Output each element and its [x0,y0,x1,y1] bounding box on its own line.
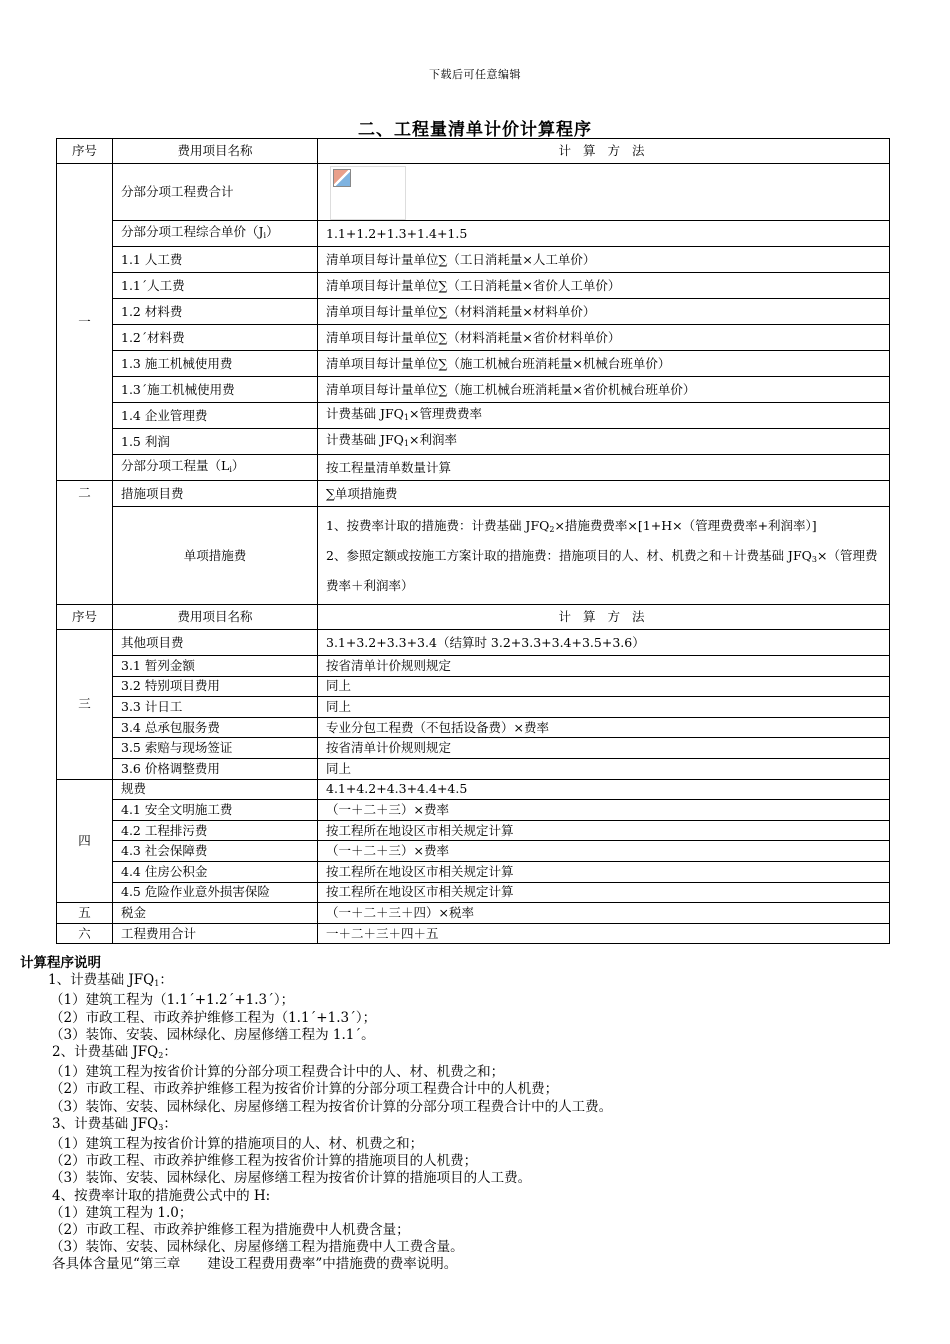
header-method: 计 算 方 法 [318,139,890,164]
table-row [57,779,890,800]
row-name: 3.4 总承包服务费 [113,717,318,738]
table-row [57,221,890,247]
row-method [318,507,890,605]
row-method: 同上 [318,697,890,718]
header-name: 费用项目名称 [113,605,318,630]
row-name: 分部分项工程量$(L_i)$ [113,455,318,481]
row-method: 按工程所在地设区市相关规定计算 [318,820,890,841]
row-method: 清单项目每计量单位∑（施工机械台班消耗量×机械台班单价） [318,351,890,377]
table-row [57,882,890,903]
row-name: 3.3 计日工 [113,697,318,718]
note-line: （2）市政工程、市政养护维修工程为按省价计算的分部分项工程费合计中的人机费； [50,1081,559,1098]
row-method: 同上 [318,676,890,697]
note-line: 3、计费基础 $JFQ_3$： [52,1115,177,1132]
row-method: 3.1+3.2+3.3+3.4（结算时 3.2+3.3+3.4+3.5+3.6） [318,630,890,656]
row-name: 单项措施费 [113,507,318,605]
section-six-label: 六 [57,923,113,944]
notes-heading: 计算程序说明 [20,955,101,971]
table-row [57,656,890,677]
measure-method-2: 2、参照定额或按施工方案计取的措施费：措施项目的人、材、机费之和＋计费基础 $JFQ_3\times$（管理费费率＋利润率） [326,547,878,593]
row-method: 按工程所在地设区市相关规定计算 [318,861,890,882]
note-line: （3）装饰、安装、园林绿化、房屋修缮工程为按省价计算的措施项目的人工费。 [50,1170,532,1187]
table-header-row [57,605,890,630]
row-name: 4.3 社会保障费 [113,841,318,862]
row-name: 税金 [113,903,318,924]
row-name: 3.5 索赔与现场签证 [113,738,318,759]
row-name: 分部分项工程综合单价$(J_i)$ [113,221,318,247]
table-row [57,800,890,821]
row-method: 按工程所在地设区市相关规定计算 [318,882,890,903]
table-row [57,247,890,273]
row-method: 按省清单计价规则规定 [318,738,890,759]
row-name: 1.3´施工机械使用费 [113,377,318,403]
table-row [57,903,890,924]
row-name: 1.2´材料费 [113,325,318,351]
row-name: 措施项目费 [113,481,318,507]
header-name: 费用项目名称 [113,139,318,164]
row-name: 3.2 特别项目费用 [113,676,318,697]
note-line: 1、计费基础 $JFQ_1$： [48,972,173,989]
table-row [57,738,890,759]
row-method: 清单项目每计量单位∑（材料消耗量×省价材料单价） [318,325,890,351]
note-line: （3）装饰、安装、园林绿化、房屋修缮工程为措施费中人工费含量。 [50,1239,464,1256]
row-name: 4.5 危险作业意外损害保险 [113,882,318,903]
row-name: 1.5 利润 [113,429,318,455]
row-method: 一＋二＋三＋四＋五 [318,923,890,944]
table-row [57,923,890,944]
table-row [57,717,890,738]
section-four-label: 四 [57,779,113,903]
section-five-label: 五 [57,903,113,924]
row-name: 1.1´人工费 [113,273,318,299]
section-one-label: 一 [57,164,113,481]
note-line: （1）建筑工程为 1.0； [50,1204,193,1221]
note-line: （3）装饰、安装、园林绿化、房屋修缮工程为 1.1´。 [50,1026,375,1043]
section-three-label: 三 [57,630,113,780]
note-line: （2）市政工程、市政养护维修工程为按省价计算的措施项目的人机费； [50,1153,478,1170]
table-row [57,164,890,221]
calculation-notes [20,955,920,1274]
row-name: 1.1 人工费 [113,247,318,273]
table-row [57,507,890,605]
row-method: 计费基础 $JFQ_1\times$利润率 [318,429,890,455]
table-row [57,273,890,299]
table-row [57,758,890,779]
row-name: 分部分项工程费合计 [113,164,318,221]
row-method: 4.1+4.2+4.3+4.4+4.5 [318,779,890,800]
row-method: 清单项目每计量单位∑（工日消耗量×人工单价） [318,247,890,273]
measure-method-1: 1、按费率计取的措施费：计费基础 $JFQ_2\times$措施费费率×[1+H×（管理费费率+利润率）] [326,517,817,534]
header-method: 计 算 方 法 [318,605,890,630]
note-line: （3）装饰、安装、园林绿化、房屋修缮工程为按省价计算的分部分项工程费合计中的人工费。 [50,1098,613,1115]
table-row [57,403,890,429]
row-name: 3.1 暂列金额 [113,656,318,677]
row-name: 工程费用合计 [113,923,318,944]
broken-image-icon [330,166,406,220]
note-line: （2）市政工程、市政养护维修工程为措施费中人机费含量； [50,1222,410,1239]
row-method: （一＋二＋三＋四）×税率 [318,903,890,924]
row-name: 4.2 工程排污费 [113,820,318,841]
table-row [57,351,890,377]
row-name: 规费 [113,779,318,800]
row-name: 4.4 住房公积金 [113,861,318,882]
table-row [57,481,890,507]
table-row [57,325,890,351]
note-line: 2、计费基础 $JFQ_2$： [52,1044,177,1061]
note-line: （1）建筑工程为（1.1´+1.2´+1.3´）； [50,992,295,1009]
table-row [57,841,890,862]
watermark-text: 下载后可任意编辑 [429,68,521,81]
header-seq: 序号 [57,139,113,164]
row-name: 4.1 安全文明施工费 [113,800,318,821]
note-line: 4、按费率计取的措施费公式中的 H: [52,1187,271,1204]
table-row [57,820,890,841]
row-method: 清单项目每计量单位∑（工日消耗量×省价人工单价） [318,273,890,299]
note-line: （1）建筑工程为按省价计算的分部分项工程费合计中的人、材、机费之和； [50,1064,505,1081]
table-row [57,455,890,481]
row-name: 1.3 施工机械使用费 [113,351,318,377]
row-name: 其他项目费 [113,630,318,656]
table-row [57,697,890,718]
row-method: 清单项目每计量单位∑（施工机械台班消耗量×省价机械台班单价） [318,377,890,403]
row-method: （一＋二＋三）×费率 [318,841,890,862]
header-seq: 序号 [57,605,113,630]
row-method: 计费基础 $JFQ_1\times$管理费费率 [318,403,890,429]
row-method: 1.1+1.2+1.3+1.4+1.5 [318,221,890,247]
row-name: 3.6 价格调整费用 [113,758,318,779]
row-method: 按省清单计价规则规定 [318,656,890,677]
table-header-row [57,139,890,164]
table-row [57,676,890,697]
row-name: 1.2 材料费 [113,299,318,325]
row-method: 专业分包工程费（不包括设备费）×费率 [318,717,890,738]
row-method-image [318,164,890,221]
table-row [57,299,890,325]
row-method: 按工程量清单数量计算 [318,455,890,481]
row-method: 清单项目每计量单位∑（材料消耗量×材料单价） [318,299,890,325]
row-method: ∑单项措施费 [318,481,890,507]
table-row [57,377,890,403]
table-row [57,630,890,656]
note-line: （2）市政工程、市政养护维修工程为（1.1´+1.3´）； [50,1009,377,1026]
note-line: （1）建筑工程为按省价计算的措施项目的人、材、机费之和； [50,1136,424,1153]
note-line: 各具体含量见“第三章 建设工程费用费率”中措施费的费率说明。 [52,1256,458,1273]
table-row [57,861,890,882]
calculation-table [56,138,890,944]
table-row [57,429,890,455]
page-title: 二、工程量清单计价计算程序 [358,120,592,140]
row-method: 同上 [318,758,890,779]
row-method: （一＋二＋三）×费率 [318,800,890,821]
section-two-label: 二 [57,481,113,605]
row-name: 1.4 企业管理费 [113,403,318,429]
